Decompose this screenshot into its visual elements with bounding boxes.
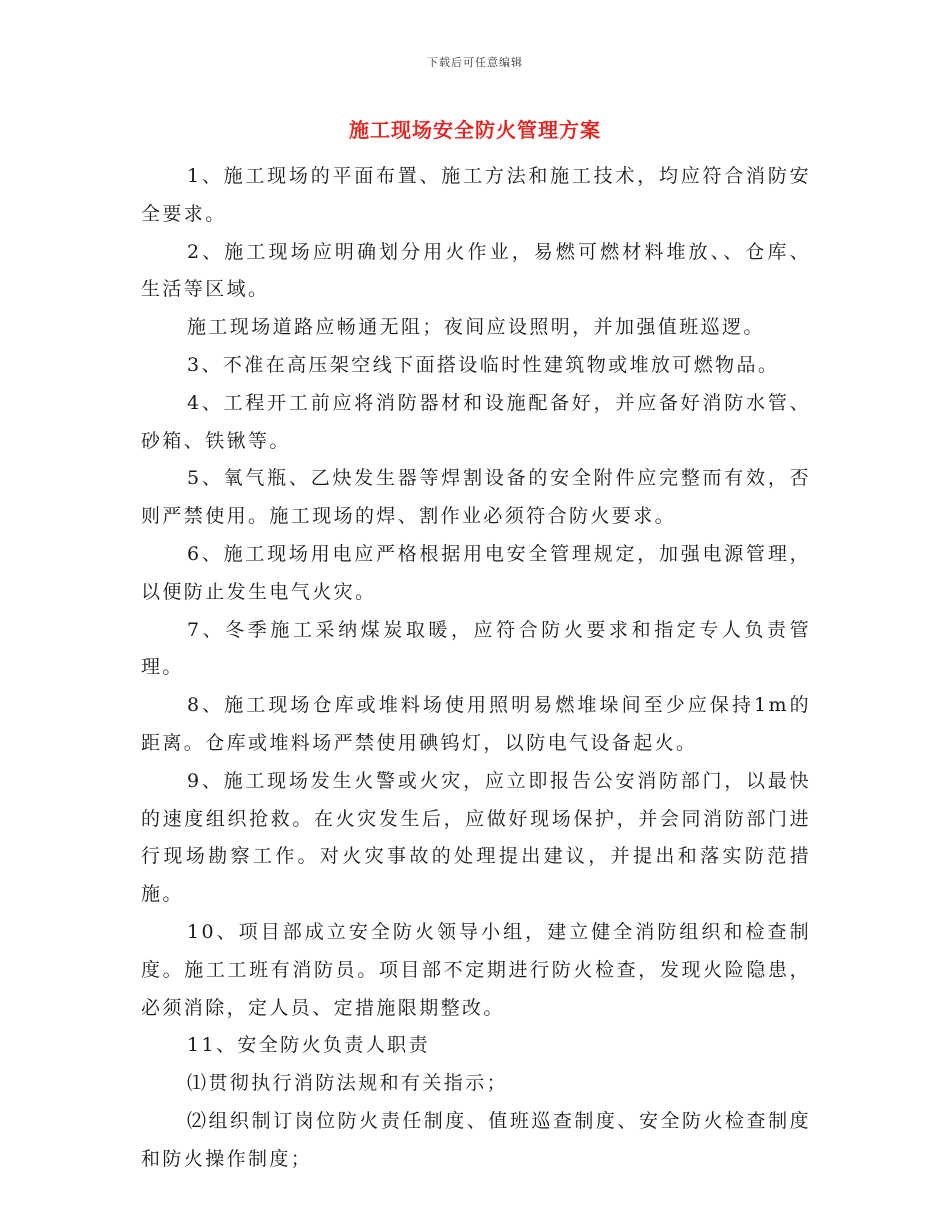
document-body [141, 158, 811, 1179]
paragraph-10: 10、项目部成立安全防火领导小组，建立健全消防组织和检查制度。施工工班有消防员。项目部不定期进行防火检查，发现火险隐患，必须消除，定人员、定措施限期整改。 [141, 920, 811, 1019]
paragraph-9: 9、施工现场发生火警或火灾，应立即报告公安消防部门，以最快的速度组织抢救。在火灾发生后，应做好现场保护，并会同消防部门进行现场勘察工作。对火灾事故的处理提出建议，并提出和落实防范措施。 [141, 769, 811, 906]
paragraph-5: 5、氧气瓶、乙炔发生器等焊割设备的安全附件应完整而有效，否则严禁使用。施工现场的焊、割作业必须符合防火要求。 [141, 467, 811, 528]
paragraph-3: 3、不准在高压架空线下面搭设临时性建筑物或堆放可燃物品。 [187, 353, 780, 376]
paragraph-8: 8、施工现场仓库或堆料场使用照明易燃堆垛间至少应保持1m的距离。仓库或堆料场严禁使用碘钨灯，以防电气设备起火。 [141, 694, 811, 754]
paragraph-2: 2、施工现场应明确划分用火作业，易燃可燃材料堆放、、仓库、生活等区域。 [141, 240, 811, 301]
document-title: 施工现场安全防火管理方案 [349, 118, 601, 142]
paragraph-11: 11、安全防火负责人职责 [187, 1034, 430, 1057]
paragraph-6: 6、施工现场用电应严格根据用电安全管理规定，加强电源管理，以便防止发生电气火灾。 [141, 542, 811, 603]
paragraph-11-item-2: ⑵组织制订岗位防火责任制度、值班巡查制度、安全防火检查制度和防火操作制度； [141, 1109, 811, 1170]
paragraph-7: 7、冬季施工采纳煤炭取暖，应符合防火要求和指定专人负责管理。 [141, 618, 811, 679]
paragraph-1: 1、施工现场的平面布置、施工方法和施工技术，均应符合消防安全要求。 [141, 165, 811, 225]
paragraph-2-road: 施工现场道路应畅通无阻；夜间应设照明，并加强值班巡逻。 [187, 316, 765, 339]
paragraph-4: 4、工程开工前应将消防器材和设施配备好，并应备好消防水管、砂箱、铁锹等。 [141, 391, 811, 452]
header-note: 下载后可任意编辑 [427, 56, 523, 69]
paragraph-11-item-1: ⑴贯彻执行消防法规和有关指示； [187, 1072, 509, 1095]
